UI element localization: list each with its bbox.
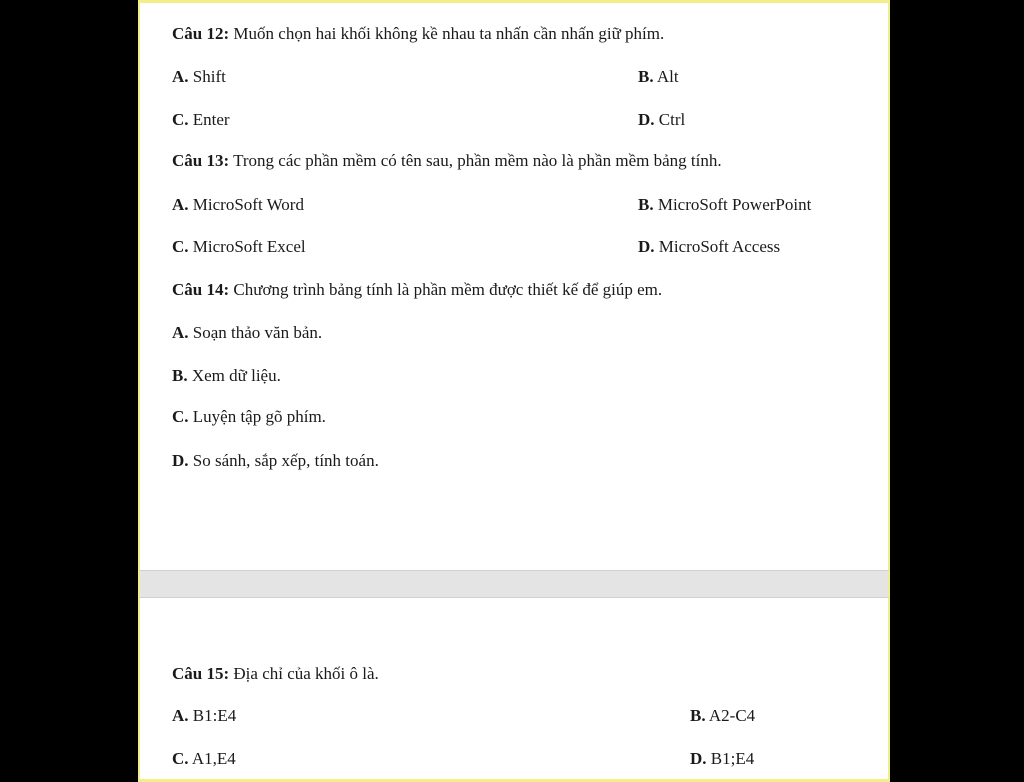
option-15-b: B. A2-C4 [690,706,756,725]
option-12-c: C. Enter [172,110,230,129]
option-14-c: C. Luyện tập gõ phím. [172,407,326,426]
document-page-bottom [138,598,890,782]
option-13-b: B. MicroSoft PowerPoint [638,195,812,214]
option-14-a: A. Soạn thảo văn bản. [172,323,323,342]
question-text: Địa chỉ của khối ô là. [233,664,379,683]
option-15-c: C. A1,E4 [172,749,236,768]
question-label: Câu 14: [172,280,230,299]
option-14-b: B. Xem dữ liệu. [172,366,281,385]
option-15-a: A. B1:E4 [172,706,237,725]
option-13-d: D. MicroSoft Access [638,237,781,256]
question-13 [172,151,722,171]
option-15-d: D. B1;E4 [690,749,755,768]
option-13-c: C. MicroSoft Excel [172,237,306,256]
option-13-a: A. MicroSoft Word [172,195,304,214]
option-12-d: D. Ctrl [638,110,686,129]
question-label: Câu 13: [172,151,230,170]
option-12-b: B. Alt [638,67,679,86]
option-12-a: A. Shift [172,67,226,86]
page-break [138,570,890,598]
question-14 [172,280,662,300]
question-15 [172,664,379,684]
question-text: Muốn chọn hai khối không kề nhau ta nhấn cần nhấn giữ phím. [233,24,665,43]
option-14-d: D. So sánh, sắp xếp, tính toán. [172,451,379,470]
question-text: Trong các phần mềm có tên sau, phần mềm nào là phần mềm bảng tính. [233,151,722,170]
question-text: Chương trình bảng tính là phần mềm được thiết kế để giúp em. [233,280,663,299]
question-12 [172,24,664,44]
question-label: Câu 15: [172,664,230,683]
question-label: Câu 12: [172,24,230,43]
